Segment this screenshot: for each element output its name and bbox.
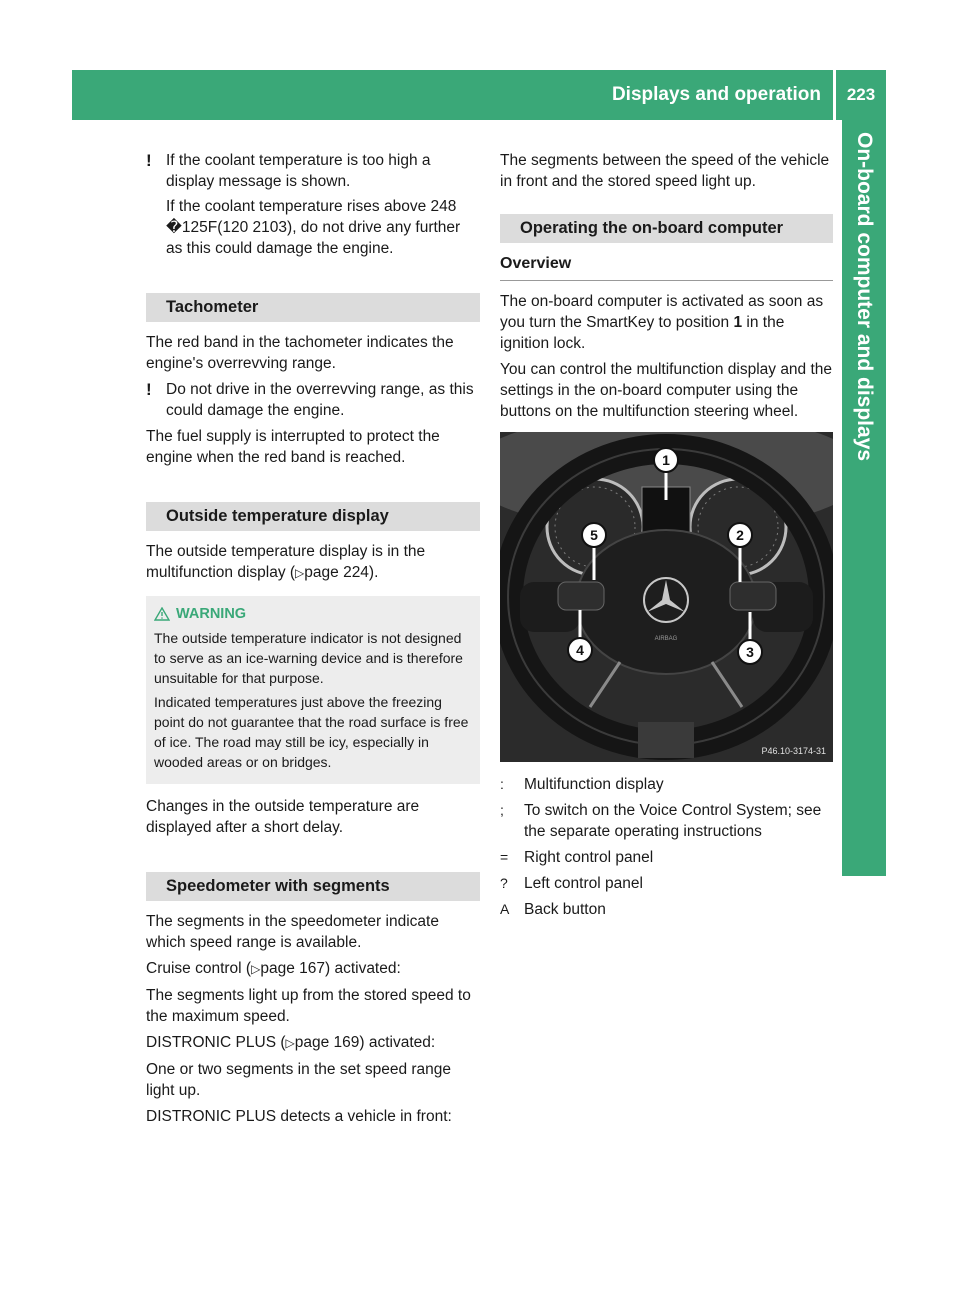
callout-1 [654, 448, 678, 472]
page-ref-arrow-icon: ▷ [251, 962, 261, 976]
paragraph: Cruise control (▷page 167) activated: [146, 960, 401, 977]
warning-title: WARNING [154, 604, 472, 624]
list-item [500, 899, 833, 920]
page-ref-arrow-icon: ▷ [295, 566, 305, 580]
page-number: 223 [846, 85, 876, 104]
paragraph: You can control the multifunction display and the settings in the on-board computer using the buttons on the multifunction steering wheel. [500, 361, 833, 420]
warning-text: The outside temperature indicator is not designed to serve as an ice-warning device and is therefore unsuitable for that purpose. [154, 630, 463, 686]
section-heading-onboard-computer: Operating the on-board computer [500, 214, 833, 243]
callout-3 [738, 640, 762, 664]
subheading-overview: Overview [500, 253, 833, 281]
warning-triangle-icon [154, 607, 170, 621]
paragraph: Changes in the outside temperature are displayed after a short delay. [146, 798, 420, 836]
svg-text:4: 4 [576, 642, 584, 658]
section-heading-outside-temp: Outside temperature display [146, 502, 480, 531]
overrev-note [146, 379, 480, 421]
callout-number: : [500, 776, 504, 792]
callout-legend [500, 774, 833, 920]
section-heading-tachometer: Tachometer [146, 293, 480, 322]
list-item [500, 847, 833, 868]
paragraph: One or two segments in the set speed range light up. [146, 1061, 452, 1099]
callout-4 [568, 638, 592, 662]
left-column [146, 150, 480, 1132]
warning-box [146, 596, 480, 784]
svg-text:5: 5 [590, 527, 598, 543]
callout-2 [728, 523, 752, 547]
photo-code: P46.10-3174-31 [761, 746, 826, 756]
callout-label: To switch on the Voice Control System; see the separate operating instructions [524, 802, 822, 840]
svg-text:3: 3 [746, 644, 754, 660]
paragraph: The red band in the tachometer indicates the engine's overrevving range. [146, 334, 454, 372]
paragraph: The segments between the speed of the vehicle in front and the stored speed light up. [500, 152, 830, 190]
page-ref-arrow-icon: ▷ [285, 1036, 295, 1050]
right-column [500, 150, 833, 925]
paragraph: DISTRONIC PLUS detects a vehicle in front: [146, 1108, 452, 1125]
paragraph: The segments light up from the stored speed to the maximum speed. [146, 987, 471, 1025]
exclamation-icon: ! [146, 380, 152, 399]
coolant-note [146, 150, 480, 259]
callout-5 [582, 523, 606, 547]
callout-label: Left control panel [524, 875, 643, 892]
svg-text:2: 2 [736, 527, 744, 543]
paragraph: The outside temperature display is in the multifunction display (▷page 224). [146, 543, 426, 581]
paragraph: The segments in the speedometer indicate which speed range is available. [146, 913, 439, 951]
page-header [72, 70, 886, 120]
paragraph: The fuel supply is interrupted to protect the engine when the red band is reached. [146, 428, 440, 466]
list-item [500, 873, 833, 894]
callout-number: A [500, 901, 510, 917]
callout-label: Multifunction display [524, 776, 664, 793]
exclamation-icon: ! [146, 151, 152, 170]
callout-number: ? [500, 875, 508, 891]
paragraph: DISTRONIC PLUS (▷page 169) activated: [146, 1034, 436, 1051]
callout-label: Back button [524, 901, 606, 918]
note-text: If the coolant temperature rises above 248 �125F(120 ‍2103), do not drive any further as this could damage the engine. [166, 198, 461, 257]
section-heading-speedometer: Speedometer with segments [146, 872, 480, 901]
note-text: If the coolant temperature is too high a display message is shown. [166, 152, 431, 190]
callout-number: = [500, 849, 509, 865]
steering-wheel-illustration [500, 432, 833, 762]
callout-label: Right control panel [524, 849, 654, 866]
callout-number: ; [500, 802, 504, 818]
list-item [500, 800, 833, 842]
steering-wheel-photo [500, 432, 833, 762]
note-text: Do not drive in the overrevving range, as this could damage the engine. [166, 381, 474, 419]
airbag-label: AIRBAG [654, 636, 678, 642]
chapter-title: Displays and operation [611, 84, 821, 105]
warning-text: Indicated temperatures just above the freezing point do not guarantee that the road surface is free of ice. The road may still be icy, especially in wooded areas or on bridges. [154, 694, 469, 770]
side-tab-label: On-board computer and displays [853, 132, 876, 462]
paragraph: The on-board computer is activated as soon as you turn the SmartKey to position 1 in the ignition lock. [500, 293, 824, 352]
list-item [500, 774, 833, 795]
svg-text:1: 1 [662, 452, 670, 468]
